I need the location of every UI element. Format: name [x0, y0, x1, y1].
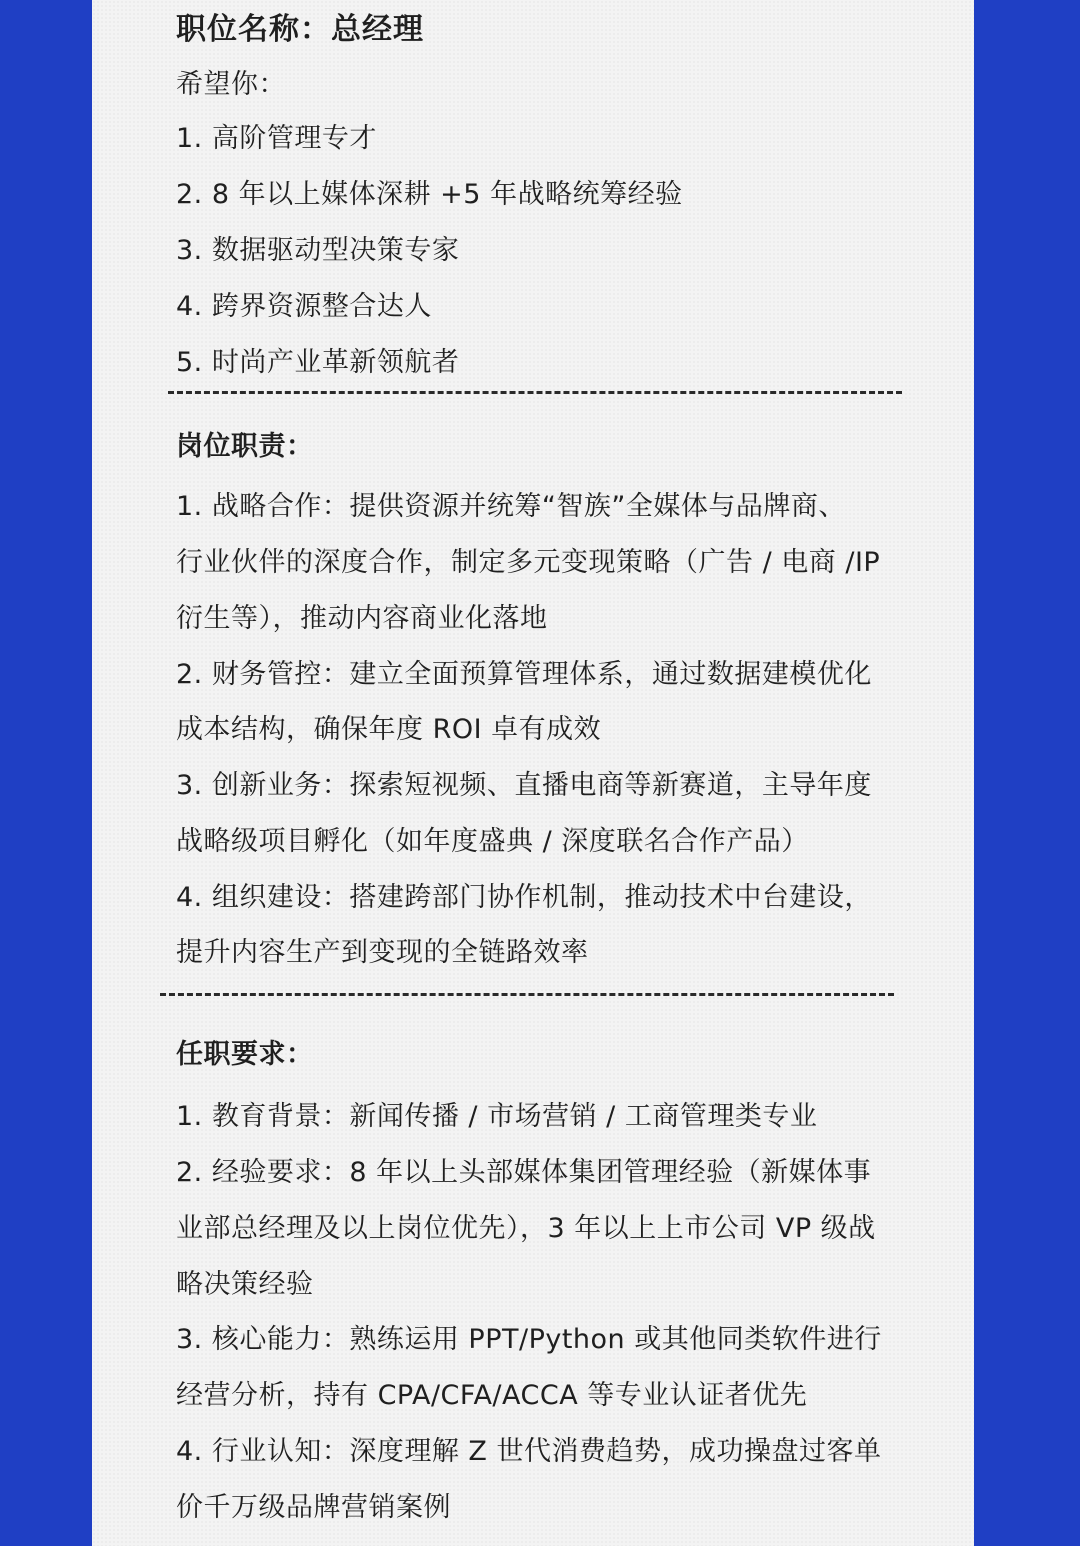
- requirements-line: 略决策经验: [176, 1269, 314, 1300]
- requirements-line: 经营分析，持有 CPA/CFA/ACCA 等专业认证者优先: [176, 1380, 808, 1411]
- position-title: 职位名称：总经理: [176, 12, 424, 47]
- duties-line: 4. 组织建设：搭建跨部门协作机制，推动技术中台建设，: [176, 882, 872, 913]
- hope-item: 5. 时尚产业革新领航者: [176, 347, 460, 378]
- requirements-line: 业部总经理及以上岗位优先），3 年以上上市公司 VP 级战: [176, 1213, 876, 1244]
- duties-line: 衍生等），推动内容商业化落地: [176, 603, 548, 634]
- requirements-heading: 任职要求：: [176, 1039, 314, 1070]
- duties-line: 3. 创新业务：探索短视频、直播电商等新赛道，主导年度: [176, 770, 872, 801]
- duties-line: 成本结构，确保年度 ROI 卓有成效: [176, 714, 602, 745]
- requirements-line: 4. 行业认知：深度理解 Z 世代消费趋势，成功操盘过客单: [176, 1436, 882, 1467]
- section-divider: [168, 391, 902, 394]
- duties-line: 行业伙伴的深度合作，制定多元变现策略（广告 / 电商 /IP: [176, 547, 881, 578]
- duties-line: 2. 财务管控：建立全面预算管理体系，通过数据建模优化: [176, 659, 872, 690]
- hope-heading: 希望你：: [176, 69, 286, 100]
- requirements-line: 价千万级品牌营销案例: [176, 1492, 451, 1523]
- duties-heading: 岗位职责：: [176, 431, 314, 462]
- hope-item: 1. 高阶管理专才: [176, 123, 377, 154]
- document-sheet: [92, 0, 974, 1546]
- right-blue-frame: [974, 0, 1080, 1546]
- section-divider: [160, 993, 894, 996]
- duties-line: 1. 战略合作：提供资源并统筹“智族”全媒体与品牌商、: [176, 491, 846, 522]
- hope-item: 2. 8 年以上媒体深耕 +5 年战略统筹经验: [176, 179, 683, 210]
- left-blue-frame: [0, 0, 92, 1546]
- duties-line: 战略级项目孵化（如年度盛典 / 深度联名合作产品）: [176, 826, 809, 857]
- requirements-line: 1. 教育背景：新闻传播 / 市场营销 / 工商管理类专业: [176, 1101, 818, 1132]
- duties-line: 提升内容生产到变现的全链路效率: [176, 937, 589, 968]
- hope-item: 4. 跨界资源整合达人: [176, 291, 432, 322]
- requirements-line: 2. 经验要求：8 年以上头部媒体集团管理经验（新媒体事: [176, 1157, 872, 1188]
- hope-item: 3. 数据驱动型决策专家: [176, 235, 460, 266]
- requirements-line: 3. 核心能力：熟练运用 PPT/Python 或其他同类软件进行: [176, 1324, 882, 1355]
